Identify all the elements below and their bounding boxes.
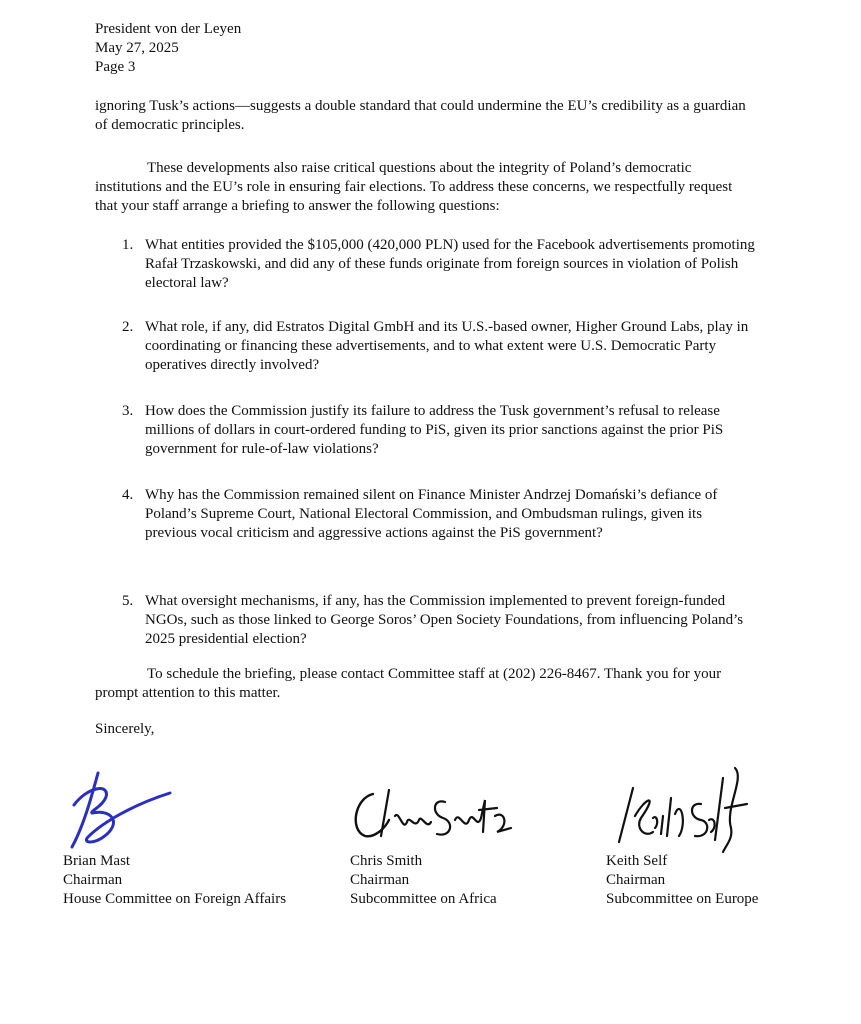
- continuation-paragraph: ignoring Tusk’s actions—suggests a double standard that could undermine the EU’s credibility as a guardian of democratic principles.: [95, 98, 746, 133]
- signatory-keith-self: [606, 852, 758, 909]
- recipient-line: President von der Leyen: [95, 21, 242, 37]
- list-item: [95, 318, 755, 375]
- list-item: [95, 236, 755, 293]
- list-item-number: 3.: [122, 403, 134, 419]
- list-item-text: What oversight mechanisms, if any, has the Commission implemented to prevent foreign-funded NGOs, such as those linked to George Soros’ Open Society Foundations, from influencing Poland’s 2025 presidential election?: [145, 593, 744, 647]
- list-item-text: What role, if any, did Estratos Digital GmbH and its U.S.-based owner, Higher Ground Labs, play in coordinating or financing these advertisements, and to what extent were U.S. Democratic Party operatives directly involved?: [145, 319, 749, 373]
- signatory-name: Chris Smith: [350, 853, 423, 869]
- signatory-committee: House Committee on Foreign Affairs: [63, 891, 287, 907]
- signatory-brian-mast: [63, 852, 286, 909]
- signatory-committee: Subcommittee on Africa: [350, 891, 497, 907]
- list-item-text: What entities provided the $105,000 (420,000 PLN) used for the Facebook advertisements promoting Rafał Trzaskowski, and did any of these funds originate from foreign sources in violation of Polish electoral law?: [145, 237, 755, 291]
- brian-mast-signature-image: [62, 765, 192, 860]
- signatory-name: Brian Mast: [63, 853, 131, 869]
- letter-header: [95, 20, 241, 77]
- list-item-number: 4.: [122, 487, 134, 503]
- list-item: [95, 486, 755, 543]
- signatory-name: Keith Self: [606, 853, 668, 869]
- signatory-title: Chairman: [63, 872, 123, 888]
- signatory-chris-smith: [350, 852, 497, 909]
- list-item: [95, 592, 755, 649]
- signatory-committee: Subcommittee on Europe: [606, 891, 759, 907]
- signatory-title: Chairman: [350, 872, 410, 888]
- date-line: May 27, 2025: [95, 40, 179, 56]
- chris-smith-signature-image: [345, 780, 515, 850]
- keith-self-signature-image: [605, 758, 755, 858]
- list-item-number: 1.: [122, 237, 134, 253]
- closing-paragraph: To schedule the briefing, please contact Committee staff at (202) 226-8467. Thank you for your prompt attention to this matter.: [95, 666, 722, 701]
- list-item-number: 2.: [122, 319, 134, 335]
- intro-paragraph: These developments also raise critical questions about the integrity of Poland’s democratic institutions and the EU’s role in ensuring fair elections. To address these concerns, we respectfully request that your staff arrange a briefing to answer the following questions:: [95, 160, 733, 214]
- sign-off: Sincerely,: [95, 721, 155, 737]
- page-number: Page 3: [95, 59, 136, 75]
- list-item: [95, 402, 755, 459]
- list-item-number: 5.: [122, 593, 134, 609]
- signatory-title: Chairman: [606, 872, 666, 888]
- list-item-text: Why has the Commission remained silent on Finance Minister Andrzej Domański’s defiance of Poland’s Supreme Court, National Electoral Commission, and Ombudsman rulings, given its previous vocal criticism and aggressive actions against the PiS government?: [145, 487, 718, 541]
- list-item-text: How does the Commission justify its failure to address the Tusk government’s refusal to release millions of dollars in court-ordered funding to PiS, given its prior sanctions against the prior PiS government for rule-of-law violations?: [145, 403, 724, 457]
